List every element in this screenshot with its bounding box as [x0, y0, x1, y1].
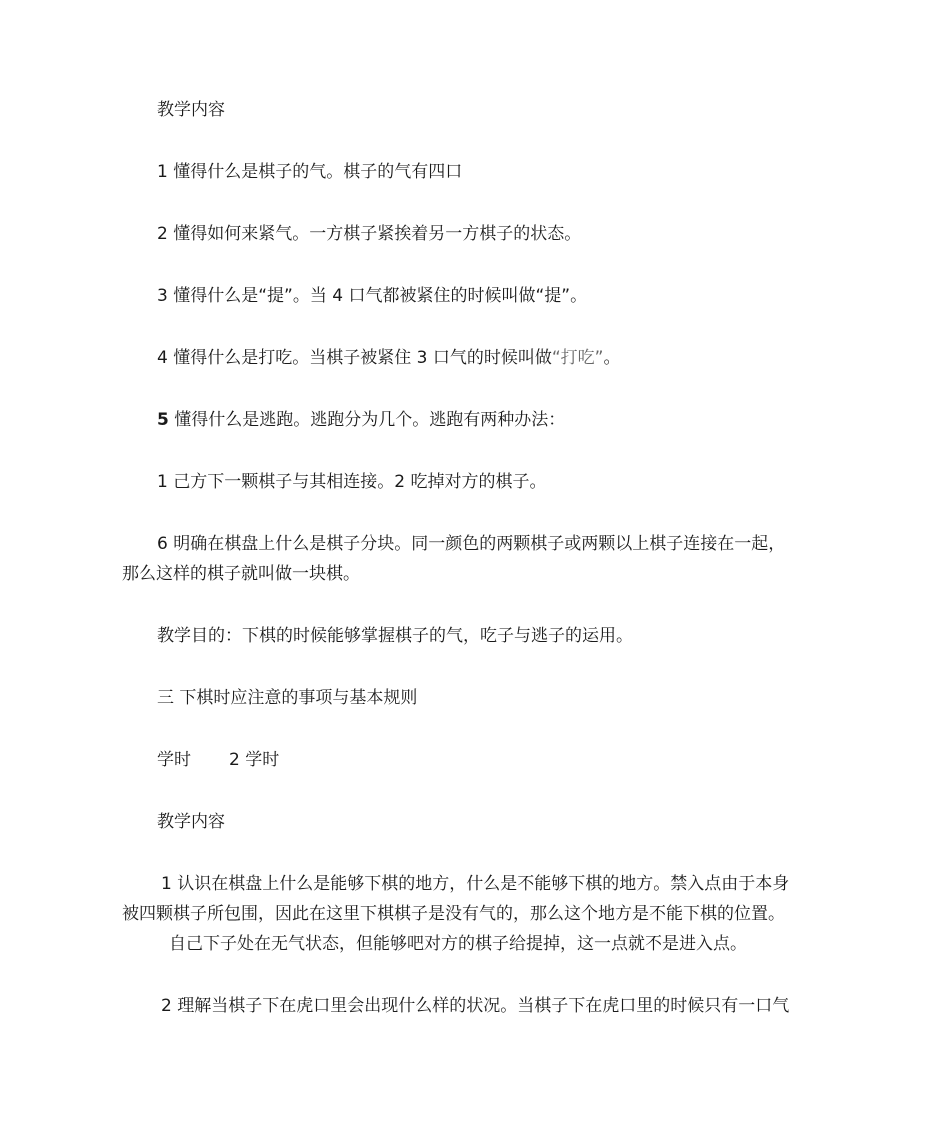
content-item-5-number: 5 [157, 410, 169, 430]
content-item-4 [157, 347, 620, 369]
content-item-4-quote: “打吃” [551, 348, 604, 368]
section-3-title: 三 下棋时应注意的事项与基本规则 [157, 688, 418, 708]
rule-1-line-3: 自己下子处在无气状态，但能够吧对方的棋子给提掉，这一点就不是进入点。 [169, 934, 747, 954]
class-hours-value: 2 学时 [229, 750, 280, 770]
content-item-4-text: 4 懂得什么是打吃。当棋子被紧住 3 口气的时候叫做 [157, 348, 552, 368]
content-item-5 [157, 409, 565, 431]
teaching-objective: 教学目的：下棋的时候能够掌握棋子的气，吃子与逃子的运用。 [157, 626, 633, 646]
rule-1-line-2: 被四颗棋子所包围，因此在这里下棋棋子是没有气的，那么这个地方是不能下棋的位置。 [122, 904, 785, 924]
content-item-6-line-2: 那么这样的棋子就叫做一块棋。 [122, 564, 360, 584]
content-item-1: 1 懂得什么是棋子的气。棋子的气有四口 [157, 162, 463, 182]
escape-methods: 1 己方下一颗棋子与其相连接。2 吃掉对方的棋子。 [157, 472, 547, 492]
rule-2-line-1: 2 理解当棋子下在虎口里会出现什么样的状况。当棋子下在虎口里的时候只有一口气 [161, 996, 790, 1016]
content-item-5-text: 懂得什么是逃跑。逃跑分为几个。逃跑有两种办法： [168, 410, 566, 430]
class-hours [157, 749, 279, 771]
content-item-4-end: 。 [603, 348, 621, 368]
class-hours-label: 学时 [157, 750, 191, 770]
content-item-6-line-1: 6 明确在棋盘上什么是棋子分块。同一颜色的两颗棋子或两颗以上棋子连接在一起， [157, 534, 786, 554]
content-item-2: 2 懂得如何来紧气。一方棋子紧挨着另一方棋子的状态。 [157, 224, 582, 244]
rule-1-line-1: 1 认识在棋盘上什么是能够下棋的地方，什么是不能够下棋的地方。禁入点由于本身 [161, 874, 790, 894]
section-heading-teaching-content-2: 教学内容 [157, 812, 225, 832]
content-item-3: 3 懂得什么是“提”。当 4 口气都被紧住的时候叫做“提”。 [157, 286, 588, 306]
section-heading-teaching-content: 教学内容 [157, 100, 225, 120]
